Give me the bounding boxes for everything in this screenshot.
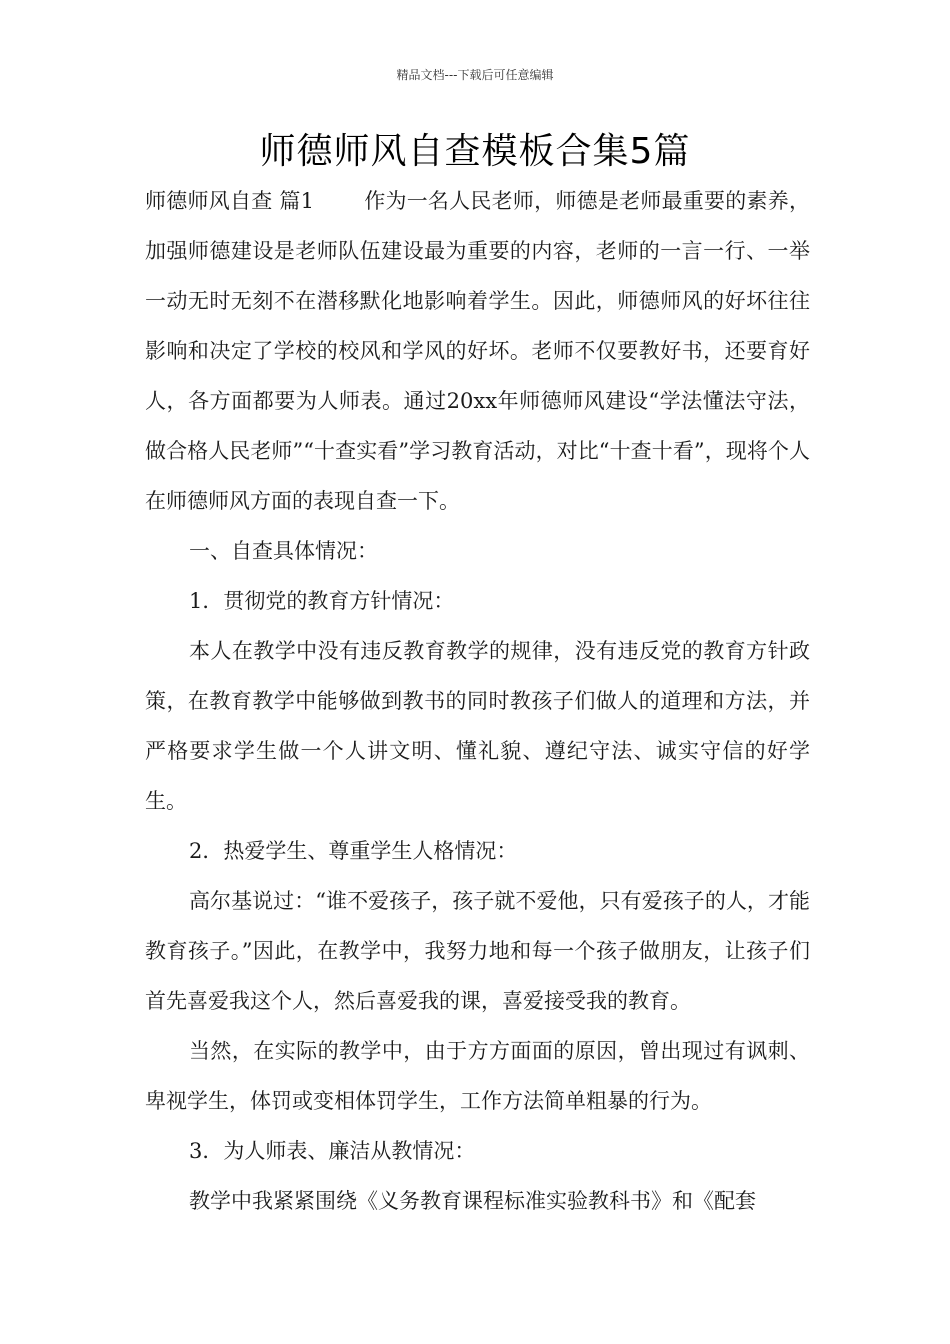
document-body: [145, 176, 810, 1226]
heading-self-check: 一、自查具体情况：: [189, 539, 378, 563]
item1-paragraph: 本人在教学中没有违反教育教学的规律，没有违反党的教育方针政策，在教育教学中能够做到教书的同时教孩子们做人的道理和方法，并严格要求学生做一个人讲文明、懂礼貌、遵纪守法、诚实守信的好学生。: [145, 639, 810, 813]
intro-paragraph: [145, 176, 810, 526]
item2-paragraph-2: 当然，在实际的教学中，由于方方面面的原因，曾出现过有讽刺、卑视学生，体罚或变相体罚学生，工作方法简单粗暴的行为。: [145, 1039, 810, 1113]
item2-paragraph-1: 高尔基说过：“谁不爱孩子，孩子就不爱他，只有爱孩子的人，才能教育孩子。”因此，在教学中，我努力地和每一个孩子做朋友，让孩子们首先喜爱我这个人，然后喜爱我的课，喜爱接受我的教育。: [145, 889, 810, 1013]
item1-heading: 1．贯彻党的教育方针情况：: [189, 589, 455, 613]
document-title: 师德师风自查模板合集5篇: [259, 131, 691, 172]
item2-heading: 2．热爱学生、尊重学生人格情况：: [189, 839, 518, 863]
item3-paragraph: 教学中我紧紧围绕《义务教育课程标准实验教科书》和《配套: [189, 1189, 756, 1213]
intro-text: 作为一名人民老师，师德是老师最重要的素养，加强师德建设是老师队伍建设最为重要的内容，老师的一言一行、一举一动无时无刻不在潜移默化地影响着学生。因此，师德师风的好坏往往影响和决定了学校的校风和学风的好坏。老师不仅要教好书，还要育好人，各方面都要为人师表。通过20xx年师德师风建设“学法懂法守法，做合格人民老师”“十查实看”学习教育活动，对比“十查十看”，现将个人在师德师风方面的表现自查一下。: [145, 189, 811, 513]
header-note: 精品文档---下载后可任意编辑: [396, 68, 554, 82]
item3-heading: 3．为人师表、廉洁从教情况：: [189, 1139, 476, 1163]
section-label: 师德师风自查 篇1: [145, 189, 314, 213]
